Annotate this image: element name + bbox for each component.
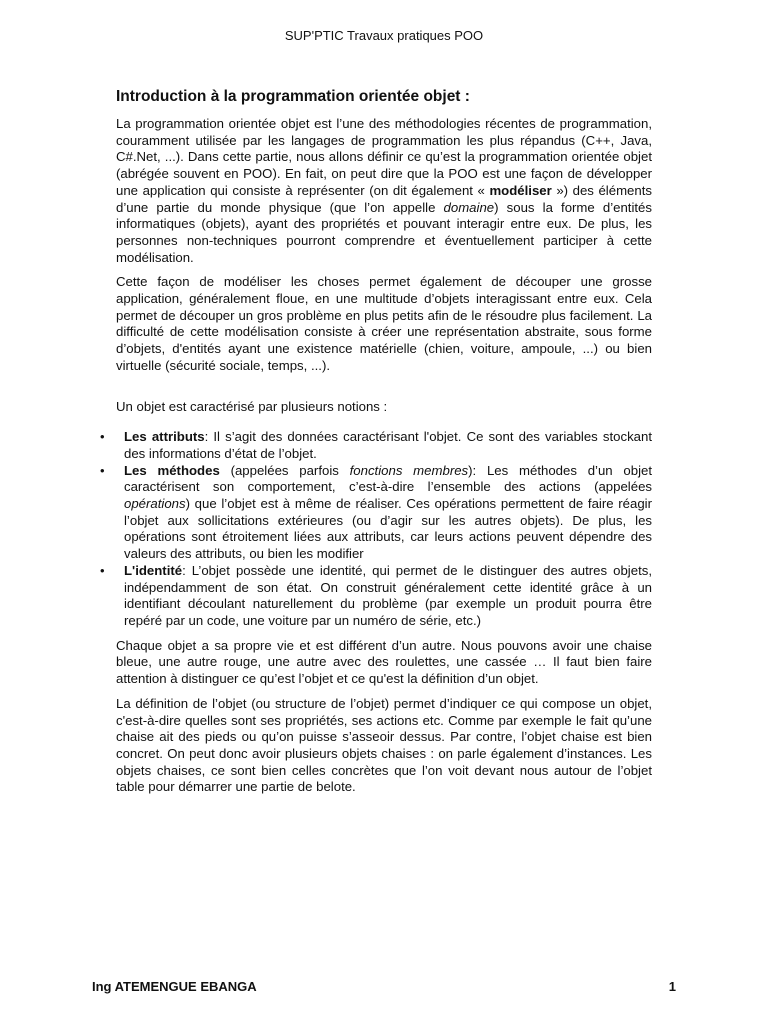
term-fonctions-membres: fonctions membres xyxy=(349,462,469,478)
paragraph-notions: Un objet est caractérisé par plusieurs notions : xyxy=(116,398,388,414)
list-item-text: ): Les méthodes d’un objet caractérisent son comportement, c’est-à-dire l’ensemble des actions (appelées xyxy=(124,462,652,495)
intro-term-domaine: domaine xyxy=(443,199,495,215)
spacer xyxy=(116,383,652,399)
list-item-text: (appelées parfois xyxy=(219,462,350,478)
section-title: Introduction à la programmation orientée objet : xyxy=(116,88,470,105)
notions-list xyxy=(116,429,652,629)
list-item-text: ) que l’objet est à même de réaliser. Ces opérations permettent de faire réagir l’objet aux sollicitations extérieures (ou d’agir sur les autres objets). De plus, les opérations sont étroitement liées aux attributs, car leurs actions peuvent dépendre des valeurs des attributs, ou bien les modifier xyxy=(124,496,652,562)
paragraph-object-definition: La définition de l’objet (ou structure de l’objet) permet d’indiquer ce qui compose un objet, c'est-à-dire quelles sont ses propriétés, ses actions etc. Comme par exemple le fait qu’une chaise ait des pieds ou qu’on puisse s’asseoir dessus. Par contre, l’objet chaise est bien concret. On peut donc avoir plusieurs objets chaises : on parle également d’instances. Les objets chaises, ce sont bien celles concrètes que l’on voit devant nous autour de l’objet table pour démarrer une partie de belote. xyxy=(116,695,652,795)
paragraph-object-life: Chaque objet a sa propre vie et est différent d’un autre. Nous pouvons avoir une chaise bleue, une autre rouge, une autre avec des roulettes, une cassée … Il faut bien faire attention à distinguer ce qu’est l’objet et ce qu'est la définition d’un objet. xyxy=(116,637,652,687)
list-item-label: Les méthodes xyxy=(124,462,220,478)
page-number: 1 xyxy=(668,979,676,994)
paragraph-decomposition: Cette façon de modéliser les choses permet également de découper une grosse application, généralement floue, en une multitude d’objets interagissant entre eux. Cela permet de découper un gros problème en plus petits afin de le résoudre plus facilement. La difficulté de cette modélisation consiste à créer une représentation abstraite, sous forme d’objets, d'entités ayant une existence matérielle (chien, voiture, ampoule, ...) ou bien virtuelle (sécurité sociale, temps, ...). xyxy=(116,274,652,373)
list-item-attributs xyxy=(116,429,652,462)
document-body xyxy=(116,88,652,804)
list-item-methodes xyxy=(116,463,652,563)
intro-text-c: ») des éléments d’une partie du monde physique (que l’on appelle xyxy=(116,182,652,215)
list-item-text: : L’objet possède une identité, qui permet de le distinguer des autres objets, indépendamment de son état. On construit généralement cette identité grâce à un identifiant découlant naturellement du problème (par exemple un produit pourra être repéré par un code, une voiture par un numéro de série, etc.) xyxy=(124,562,652,628)
intro-text-a: La programmation orientée objet est l’une des méthodologies récentes de programmation, couramment utilisée par les langages de programmation les plus répandus (C++, Java, C#.Net, ...). Dans cette partie, nous allons définir ce qu’est la programmation orientée objet (abrégée souvent en POO). En fait, on peut dire que la POO est une façon de développer une application qui consiste à représenter (on dit également « xyxy=(116,116,652,198)
list-item-label: L'identité xyxy=(124,562,183,578)
list-item-text: : Il s’agit des données caractérisant l'objet. Ce sont des variables stockant des informations d’état de l’objet. xyxy=(124,429,653,461)
intro-text-e: ) sous la forme d’entités informatiques (objets), ayant des propriétés et pouvant interagir entre eux. De plus, les personnes non-techniques pourront comprendre et éventuellement participer à cette modélisation. xyxy=(116,199,652,265)
page-header: SUP'PTIC Travaux pratiques POO xyxy=(284,28,484,43)
paragraph-intro xyxy=(116,116,652,266)
term-operations: opérations xyxy=(124,496,186,512)
list-item-identite xyxy=(116,563,652,630)
intro-term-modeliser: modéliser xyxy=(489,182,552,198)
page-footer xyxy=(92,979,676,994)
list-item-label: Les attributs xyxy=(124,429,205,445)
footer-author: Ing ATEMENGUE EBANGA xyxy=(92,979,257,994)
